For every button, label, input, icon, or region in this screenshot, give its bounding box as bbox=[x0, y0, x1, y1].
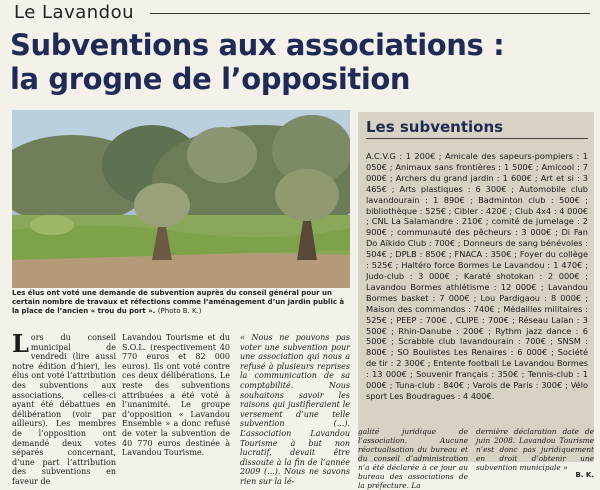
continuation-column-1: galité juridique de l’association. Aucune réactualisation du bureau et du conseil d’administration n’a été déclarée à ce jour au bureau des associations de la préfecture. La bbox=[358, 427, 468, 490]
photo-caption bbox=[12, 289, 352, 316]
headline-line-2: la grogne de l’opposition bbox=[10, 62, 411, 96]
article-column-3 bbox=[240, 333, 350, 487]
continuation-column-2-text: dernière déclaration date de juin 2008. Lavandou Tourisme n’est donc pas juridiquement en droit d’obtenir une subvention municipale » bbox=[476, 427, 594, 472]
column-1-text: ors du conseil municipal de vendredi (lire aussi notre édition d’hier), les élus ont voté l’attribution des subventions aux associations, celles-ci ayant été débattues en délibération (voir par ailleurs). Les membres de l’opposition ont demandé deux votes séparés concernant, d’une part l’attribution des subventions en faveur de bbox=[12, 333, 116, 486]
headline bbox=[10, 28, 600, 96]
garden-photo bbox=[12, 110, 350, 288]
section-kicker: Le Lavandou bbox=[14, 2, 135, 23]
photo-credit: (Photo B. K.) bbox=[157, 307, 202, 315]
author-signature: B. K. bbox=[575, 471, 594, 479]
article-column-2 bbox=[122, 333, 230, 458]
column-3-text: « Nous ne pouvons pas voter une subvention pour une association qui nous a refusé à plusieurs reprises la communication de sa comptabilité. Nous souhaitons savoir les raisons qui justifieraient le versement d’une telle subvention (...). L’association Lavandou Tourisme à but non lucratif, devait être dissoute à la fin de l’année 2009 (...). Nous ne savons rien sur la lé- bbox=[240, 333, 350, 486]
caption-text: Les élus ont voté une demande de subvention auprès du conseil général pour un certain nombre de travaux et réfections comme l’aménagement d’un jardin public à la place de l’ancien « trou du port ». bbox=[12, 289, 345, 315]
headline-line-1: Subventions aux associations : bbox=[10, 28, 505, 62]
garden-photo-icon bbox=[12, 110, 350, 288]
continuation-column-2 bbox=[476, 427, 594, 479]
column-2-text: Lavandou Tourisme et du S.O.L. (respectivement 40 770 euros et 82 000 euros). Ils ont voté contre ces deux délibérations. Le reste des subventions attribuées a été voté à l’unanimité. Le groupe d’opposition « Lavandou Ensemble » a donc refusé de voter la subvention de 40 770 euros destinée à Lavandou Tourisme. bbox=[122, 333, 230, 458]
article-column-1 bbox=[12, 329, 116, 487]
sidebar-list: A.C.V.G : 1 200€ ; Amicale des sapeurs-pompiers : 1 050€ ; Animaux sans frontières : 1 500€ ; Amicool : 7 000€ ; Archers du grand jardin : 1 600€ ; Art et si : 3 465€ ; Arts plastiques : 6 300€ ; Automobile club lavandourain : 1 890€ ; Badminton club : 500€ ; bibliothèque : 525€ ; Cibler : 420€ ; Club 4x4 : 4 000€ ; CNL La Salamandre : 210€ ; comité de jumelage : 2 900€ ; communauté des pêcheurs : 3 000€ ; Di Fan Do Aïkido Club : 700€ ; Donneurs de sang bénévoles : 504€ ; DPLB : 850€ ; FNACA : 350€ ; Foyer du collège : 525€ ; Haltéro force Bormes Le Lavandou : 1 470€ ; Judo-club : 3 000€ ; Karaté shotokan : 2 000€ ; Lavandou Bormes athlétisme : 12 000€ ; Lavandou Bormes basket : 7 000€ ; Lou Pardigaou : 8 000€ ; Maison des commandos : 740€ ; Médailles militaires : 525€ ; PEEP : 700€ , CLIPE : 700€ ; Réseau Lalan : 3 500€ ; Rhin-Danube : 200€ ; Rythm jazz dance : 6 500€ ; Scrabble club lavandourain : 700€ ; SNSM : 800€ ; SO Boulistes Les Renaires : 6 000€ ; Société de tir : 2 300€ ; Entente football Le Lavandou Bormes : 13 000€ ; Souvenir français : 350€ ; Tennis-club : 1 000€ ; Tuna-club : 840€ ; Varois de Paris : 300€ ; Vélo sport Les Boudragues : 4 400€. bbox=[366, 151, 588, 401]
sidebar-divider bbox=[366, 138, 588, 139]
sidebar-title: Les subventions bbox=[366, 118, 504, 136]
kicker-divider bbox=[150, 13, 590, 14]
drop-cap: L bbox=[12, 329, 29, 358]
